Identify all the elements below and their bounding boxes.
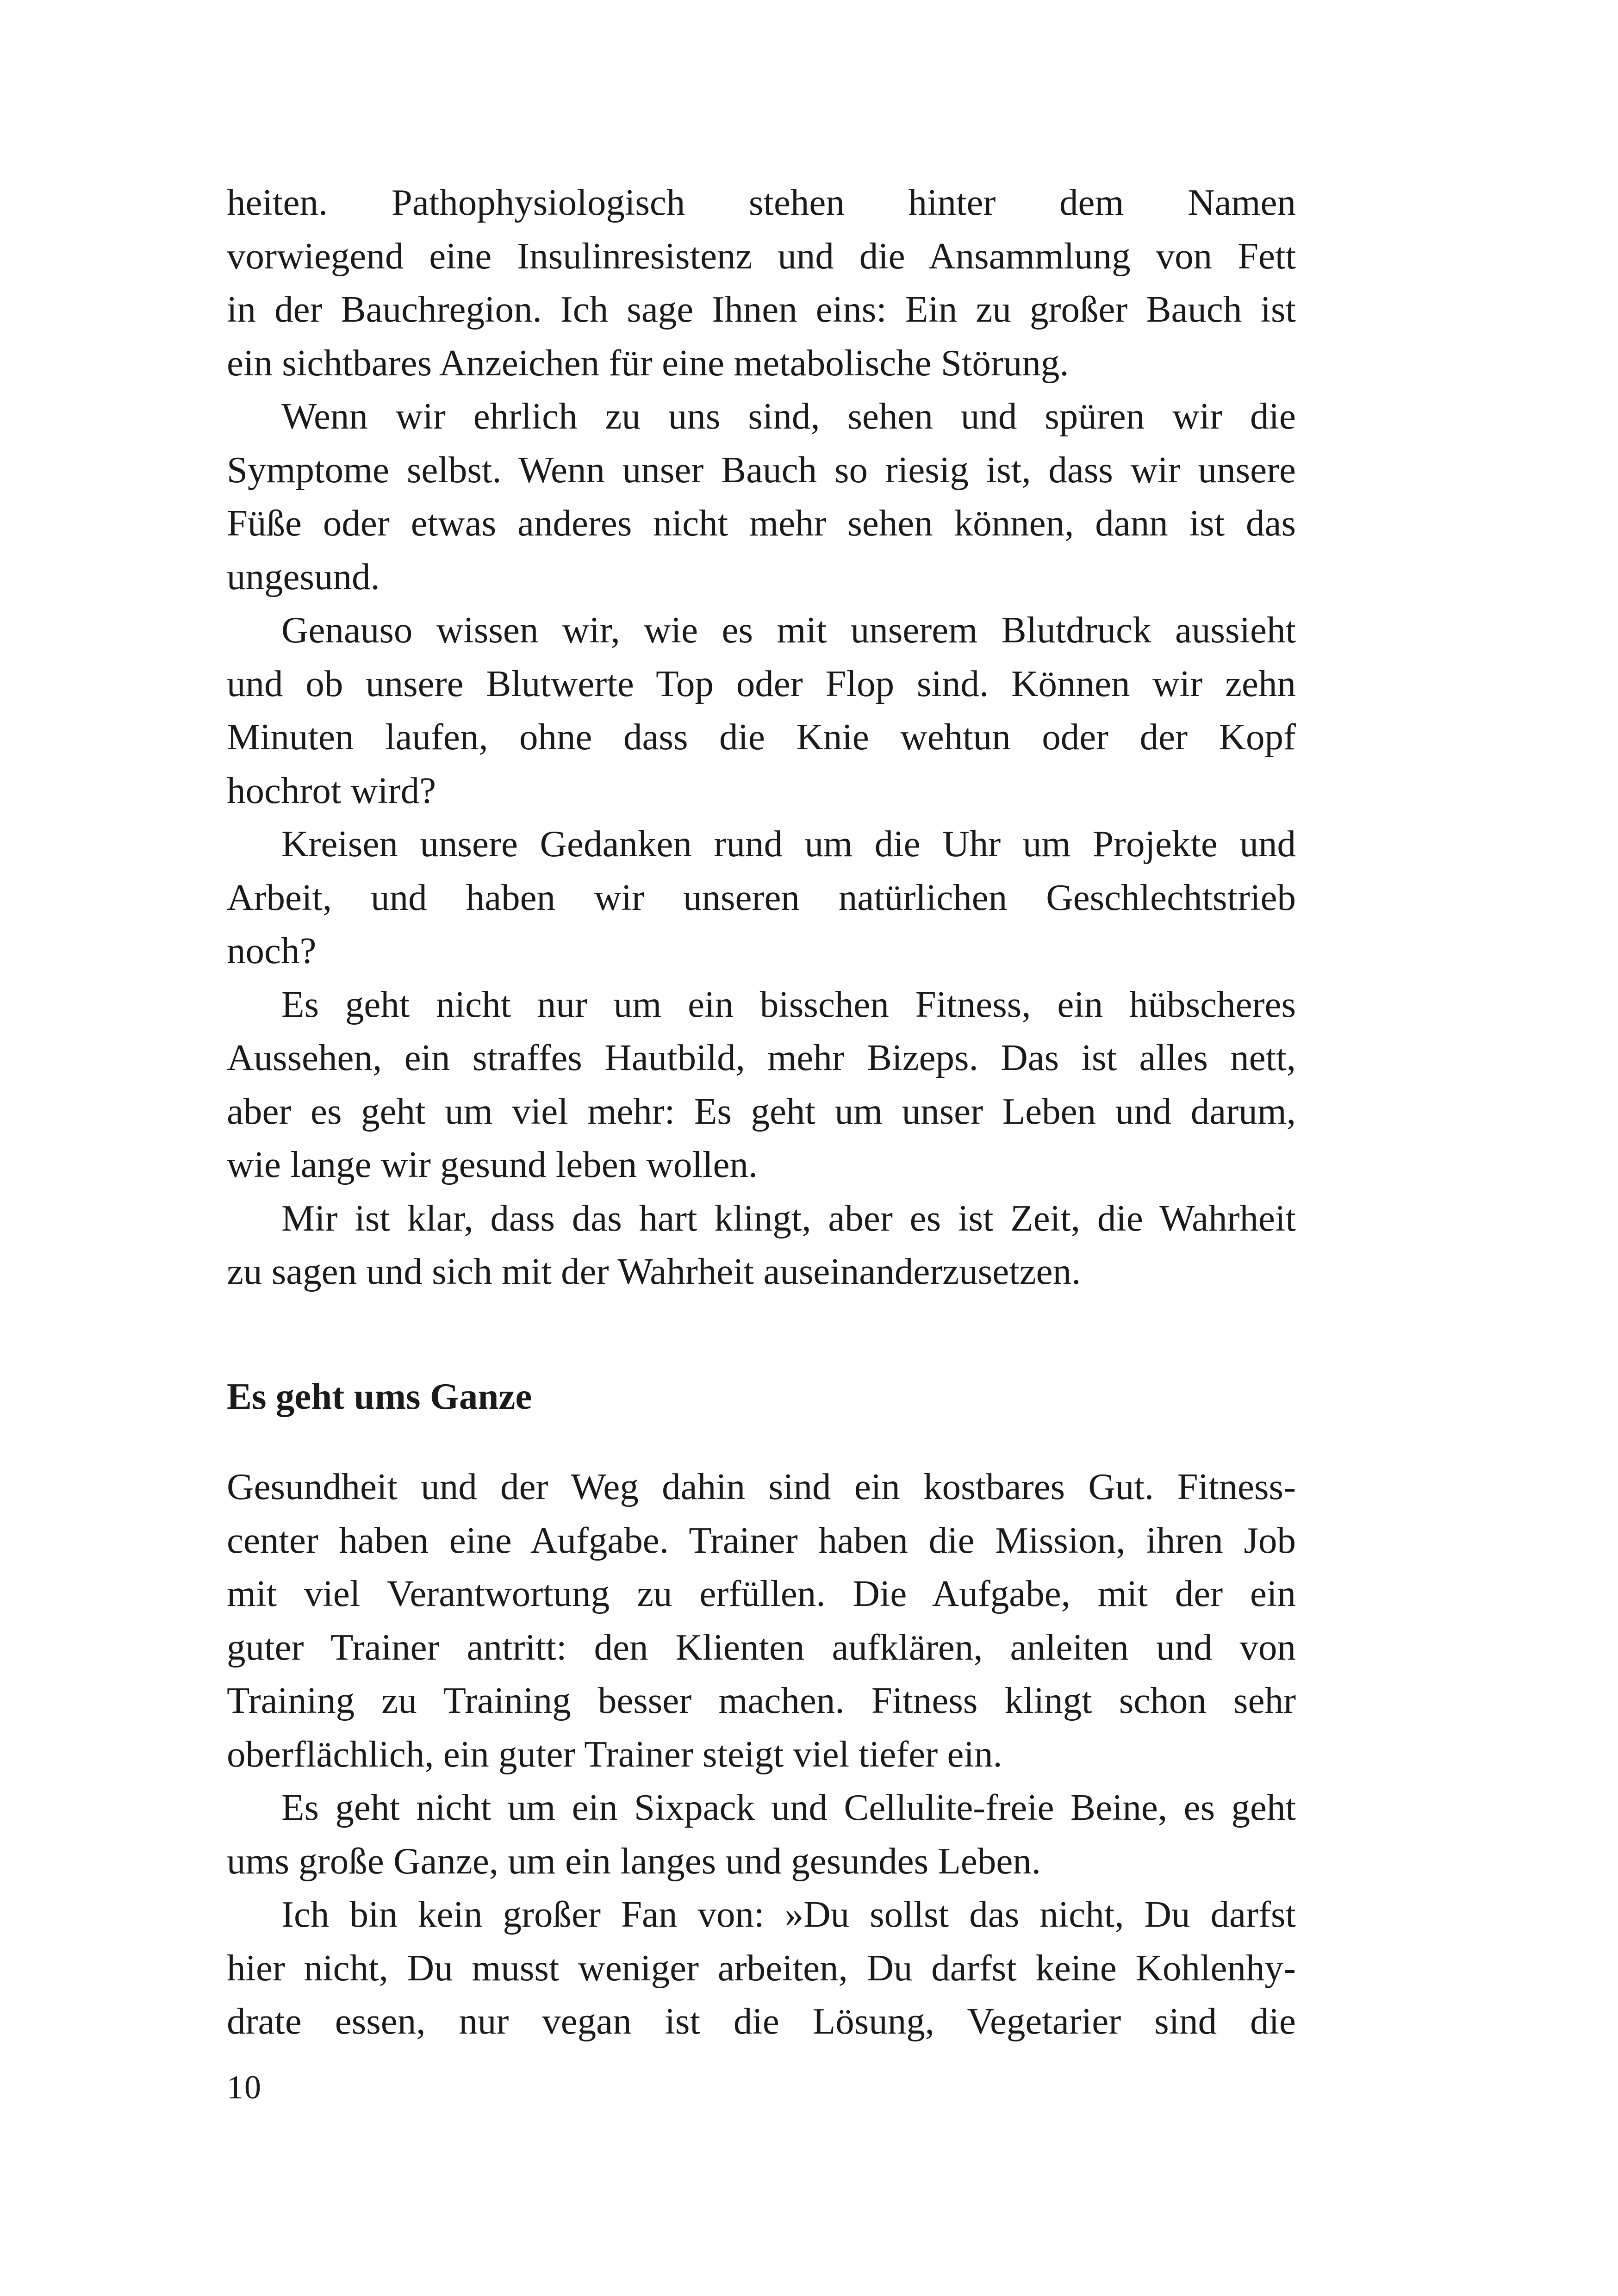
text-line: zu sagen und sich mit der Wahrheit auseinanderzusetzen. — [227, 1251, 1081, 1292]
paragraph — [227, 817, 1296, 978]
text-line: in der Bauchregion. Ich sage Ihnen eins: Ein zu großer Bauch ist — [227, 288, 1296, 330]
text-block-before-heading — [227, 176, 1296, 1299]
page-number: 10 — [227, 2069, 262, 2106]
text-line: Gesundheit und der Weg dahin sind ein kostbares Gut. Fitness- — [227, 1466, 1296, 1507]
text-line: Mir ist klar, dass das hart klingt, aber es ist Zeit, die Wahrheit — [281, 1197, 1296, 1239]
paragraph — [227, 604, 1296, 817]
text-line: Kreisen unsere Gedanken rund um die Uhr um Projekte und — [281, 823, 1296, 865]
text-line: hochrot wird? — [227, 769, 436, 811]
text-line: drate essen, nur vegan ist die Lösung, Vegetarier sind die — [227, 2000, 1296, 2042]
text-line: vorwiegend eine Insulinresistenz und die Ansammlung von Fett — [227, 235, 1296, 277]
section-heading: Es geht ums Ganze — [227, 1375, 532, 1417]
text-line: aber es geht um viel mehr: Es geht um unser Leben und darum, — [227, 1090, 1296, 1132]
paragraph — [227, 176, 1296, 390]
text-line: guter Trainer antritt: den Klienten aufklären, anleiten und von — [227, 1626, 1296, 1668]
text-line: Es geht nicht nur um ein bisschen Fitness, ein hübscheres — [281, 983, 1296, 1025]
text-line: Training zu Training besser machen. Fitness klingt schon sehr — [227, 1680, 1296, 1721]
text-line: Ich bin kein großer Fan von: »Du sollst das nicht, Du darfst — [281, 1893, 1296, 1935]
text-line: Genauso wissen wir, wie es mit unserem Blutdruck aussieht — [281, 609, 1296, 651]
text-line: ums große Ganze, um ein langes und gesundes Leben. — [227, 1840, 1041, 1882]
text-line: und ob unsere Blutwerte Top oder Flop sind. Können wir zehn — [227, 662, 1296, 704]
text-line: mit viel Verantwortung zu erfüllen. Die Aufgabe, mit der ein — [227, 1573, 1296, 1614]
paragraph — [227, 1460, 1296, 1781]
text-line: Minuten laufen, ohne dass die Knie wehtun oder der Kopf — [227, 716, 1296, 758]
text-line: center haben eine Aufgabe. Trainer haben die Mission, ihren Job — [227, 1519, 1296, 1561]
text-line: Symptome selbst. Wenn unser Bauch so riesig ist, dass wir unsere — [227, 448, 1296, 491]
text-block-after-heading — [227, 1460, 1296, 2048]
text-line: wie lange wir gesund leben wollen. — [227, 1144, 758, 1185]
paragraph — [227, 390, 1296, 604]
text-line: Arbeit, und haben wir unseren natürlichen Geschlechtstrieb — [227, 876, 1296, 918]
text-line: Wenn wir ehrlich zu uns sind, sehen und spüren wir die — [281, 395, 1296, 437]
text-line: ungesund. — [227, 555, 380, 597]
text-line: hier nicht, Du musst weniger arbeiten, Du darfst keine Kohlenhy- — [227, 1947, 1296, 1989]
paragraph — [227, 978, 1296, 1192]
paragraph — [227, 1192, 1296, 1299]
text-line: Aussehen, ein straffes Hautbild, mehr Bizeps. Das ist alles nett, — [227, 1037, 1296, 1078]
text-line: oberflächlich, ein guter Trainer steigt viel tiefer ein. — [227, 1733, 1002, 1775]
paragraph — [227, 1888, 1296, 2048]
text-line: Füße oder etwas anderes nicht mehr sehen können, dann ist das — [227, 502, 1296, 544]
paragraph — [227, 1781, 1296, 1888]
text-line: noch? — [227, 930, 317, 971]
text-line: Es geht nicht um ein Sixpack und Cellulite-freie Beine, es geht — [281, 1786, 1296, 1828]
text-line: heiten. Pathophysiologisch stehen hinter dem Namen — [227, 181, 1296, 223]
text-line: ein sichtbares Anzeichen für eine metabolische Störung. — [227, 342, 1069, 384]
